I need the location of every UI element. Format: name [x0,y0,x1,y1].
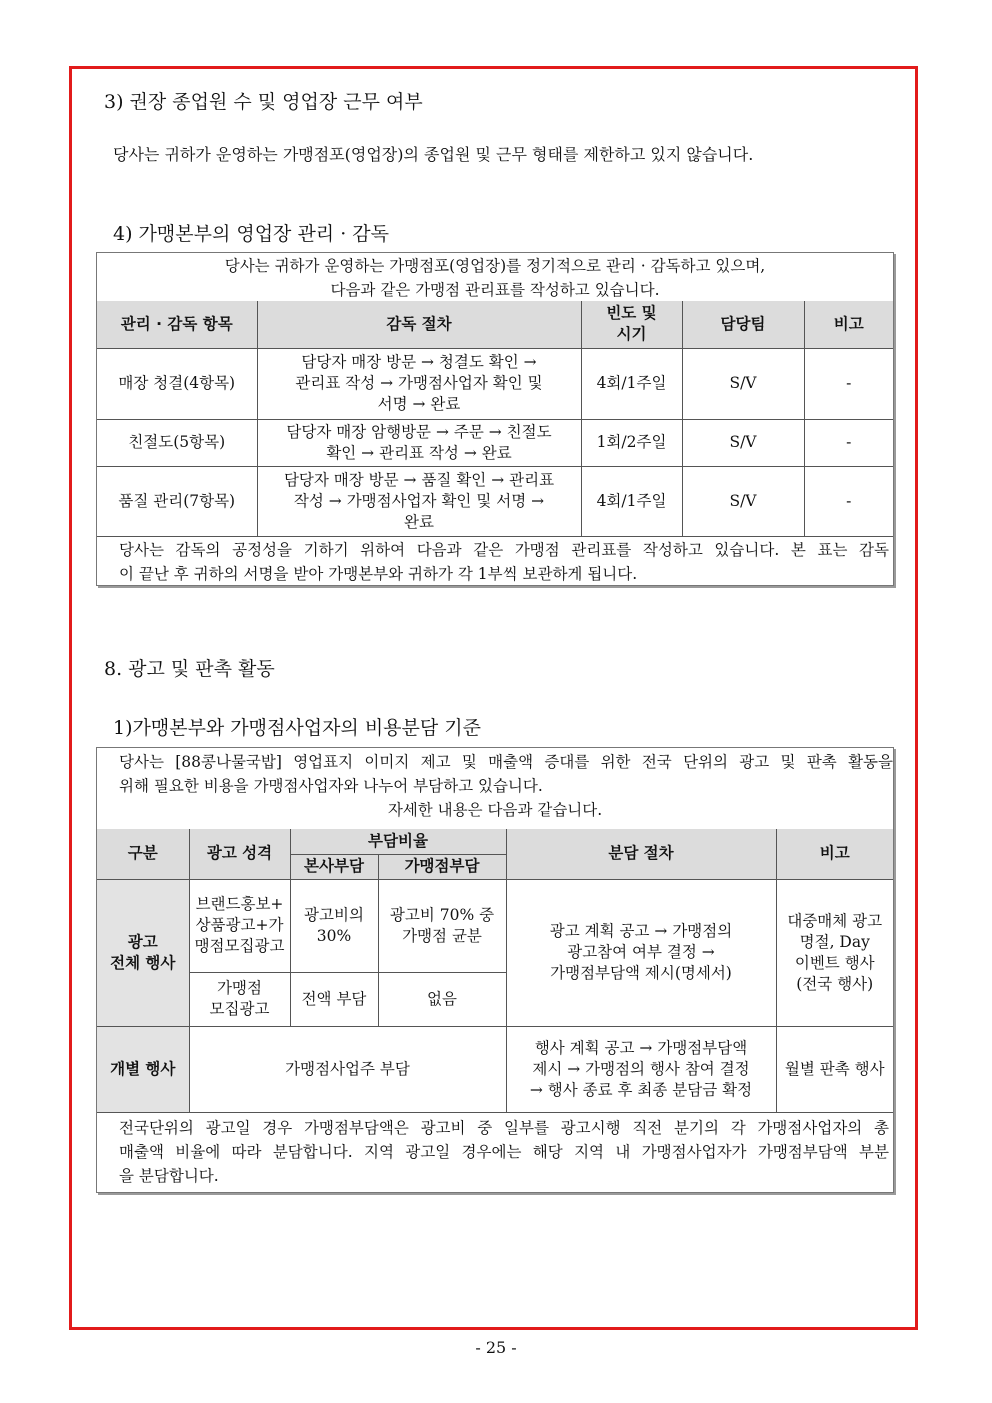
header-category: 구분 [97,829,189,879]
header-item: 관리 · 감독 항목 [97,301,257,348]
header-procedure: 분담 절차 [506,829,776,879]
table-row: 친절도(5항목) 담당자 매장 암행방문 → 주문 → 친절도 확인 → 관리표 작성 → 완료 1회/2주일 S/V - [97,419,893,466]
section8-subtitle: 1)가맹본부와 가맹점사업자의 비용분담 기준 [113,717,481,739]
row-label-individual: 개별 행사 [97,1026,189,1112]
supervision-table [97,301,893,537]
advertising-header-row [97,829,893,854]
section8-title: 8. 광고 및 판촉 활동 [104,658,275,680]
table-row: 광고 전체 행사 브랜드홍보+ 상품광고+가 맹점모집광고 광고비의 30% 광고비 70% 중 가맹점 균분 광고 계획 공고 → 가맹점의 광고참여 여부 결정 → 가맹점부담액 제시(명세서) 대중매체 광고 명절, Day 이벤트 행사 (전국 행사) [97,879,893,972]
header-hq: 본사부담 [290,854,378,879]
header-procedure: 감독 절차 [257,301,581,348]
advertising-intro: 당사는 [88콩나물국밥] 영업표지 이미지 제고 및 매출액 증대를 위한 전국 단위의 광고 및 판촉 활동을 위해 필요한 비용을 가맹점사업자와 나누어 부담하고 있습니다. 자세한 내용은 다음과 같습니다. [119,753,893,819]
supervision-intro: 당사는 귀하가 운영하는 가맹점포(영업장)를 정기적으로 관리 · 감독하고 있으며, 다음과 같은 가맹점 관리표를 작성하고 있습니다. [224,257,766,299]
table-row: 품질 관리(7항목) 담당자 매장 방문 → 품질 확인 → 관리표 작성 → 가맹점사업자 확인 및 서명 → 완료 4회/1주일 S/V - [97,466,893,536]
header-franchisee: 가맹점부담 [378,854,506,879]
header-ad-type: 광고 성격 [189,829,290,879]
row-label-national: 광고 전체 행사 [97,879,189,1026]
section4-title: 4) 가맹본부의 영업장 관리 · 감독 [113,223,389,245]
advertising-table [97,829,893,1113]
table-row: 개별 행사 가맹점사업주 부담 행사 계획 공고 → 가맹점부담액 제시 → 가맹점의 행사 참여 결정 → 행사 종료 후 최종 분담금 확정 월별 판촉 행사 [97,1026,893,1112]
section3-text: 당사는 귀하가 운영하는 가맹점포(영업장)의 종업원 및 근무 형태를 제한하고 있지 않습니다. [113,145,754,164]
supervision-footer: 당사는 감독의 공정성을 기하기 위하여 다음과 같은 가맹점 관리표를 작성하고 있습니다. 본 표는 감독 이 끝난 후 귀하의 서명을 받아 가맹본부와 귀하가 각 1부씩 보관하게 됩니다. [119,540,889,583]
header-note: 비고 [804,301,893,348]
supervision-header-row [97,301,893,348]
header-frequency: 빈도 및 시기 [581,301,682,348]
header-ratio: 부담비율 [290,829,506,854]
page-number: - 25 - [475,1338,517,1357]
header-note: 비고 [776,829,893,879]
advertising-footer: 전국단위의 광고일 경우 가맹점부담액은 광고비 중 일부를 광고시행 직전 분기의 각 가맹점사업자의 총 매출액 비율에 따라 분담합니다. 지역 광고일 경우에는 해당 지역 내 가맹점사업자가 가맹점부담액 부분 을 분담합니다. [119,1118,889,1185]
section3-title: 3) 권장 종업원 수 및 영업장 근무 여부 [104,91,423,113]
supervision-block [96,252,894,586]
advertising-block [96,747,894,1193]
table-row: 매장 청결(4항목) 담당자 매장 방문 → 청결도 확인 → 관리표 작성 → 가맹점사업자 확인 및 서명 → 완료 4회/1주일 S/V - [97,348,893,419]
header-team: 담당팀 [682,301,804,348]
table-row: 가맹점 모집광고 전액 부담 없음 [97,972,893,1026]
